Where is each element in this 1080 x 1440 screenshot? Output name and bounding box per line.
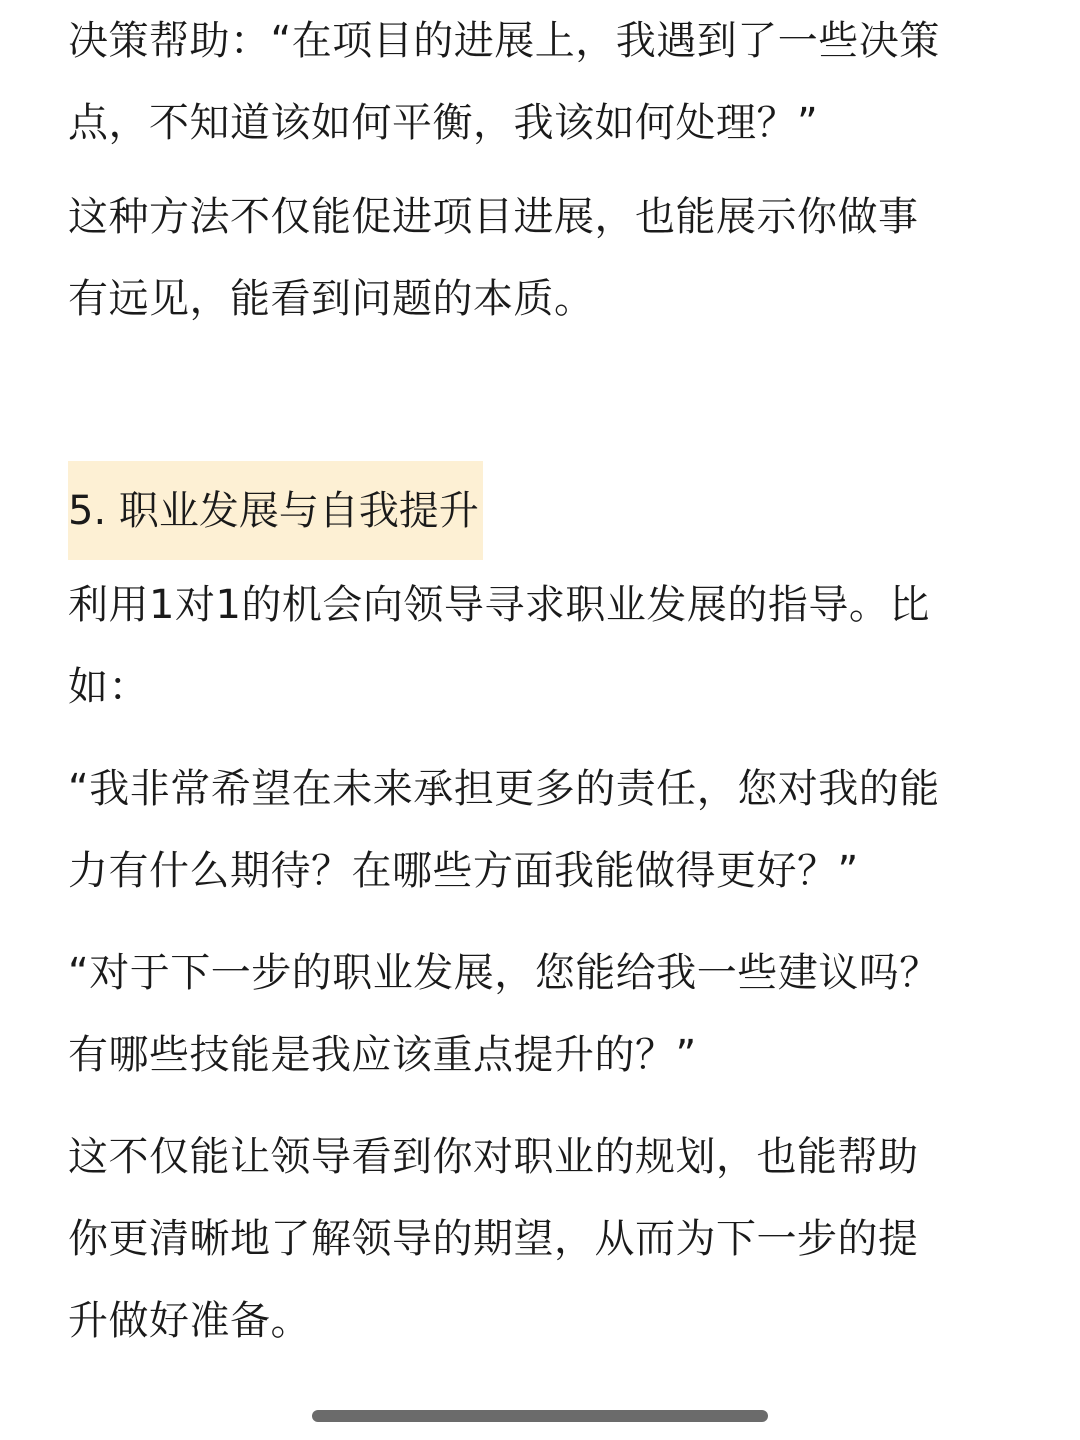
career-guidance-paragraph [68,564,1018,728]
example-quote-1 [68,748,1018,912]
text-line: “对于下一步的职业发展，您能给我一些建议吗？ [68,950,940,996]
home-indicator-bar[interactable] [312,1410,768,1422]
method-benefit-paragraph [68,176,1018,340]
text-line: 有哪些技能是我应该重点提升的？” [68,1032,697,1078]
text-line: 力有什么期待？在哪些方面我能做得更好？” [68,848,859,894]
text-line: 如： [68,664,149,710]
text-line: 你更清晰地了解领导的期望，从而为下一步的提 [68,1216,919,1262]
text-line: 点，不知道该如何平衡，我该如何处理？” [68,100,819,146]
text-line: 决策帮助：“在项目的进展上，我遇到了一些决策 [68,18,940,64]
text-line: “我非常希望在未来承担更多的责任，您对我的能 [68,766,940,812]
section-heading: 5. 职业发展与自我提升 [68,487,479,534]
text-line: 升做好准备。 [68,1298,311,1344]
text-line: 这种方法不仅能促进项目进展，也能展示你做事 [68,194,919,240]
decision-help-paragraph [68,0,1018,164]
text-line: 有远见，能看到问题的本质。 [68,276,595,322]
example-quote-2 [68,932,1018,1096]
conclusion-paragraph [68,1116,1018,1362]
section-heading-highlight [68,461,483,560]
text-line: 利用1对1的机会向领导寻求职业发展的指导。比 [68,582,930,628]
text-line: 这不仅能让领导看到你对职业的规划，也能帮助 [68,1134,919,1180]
